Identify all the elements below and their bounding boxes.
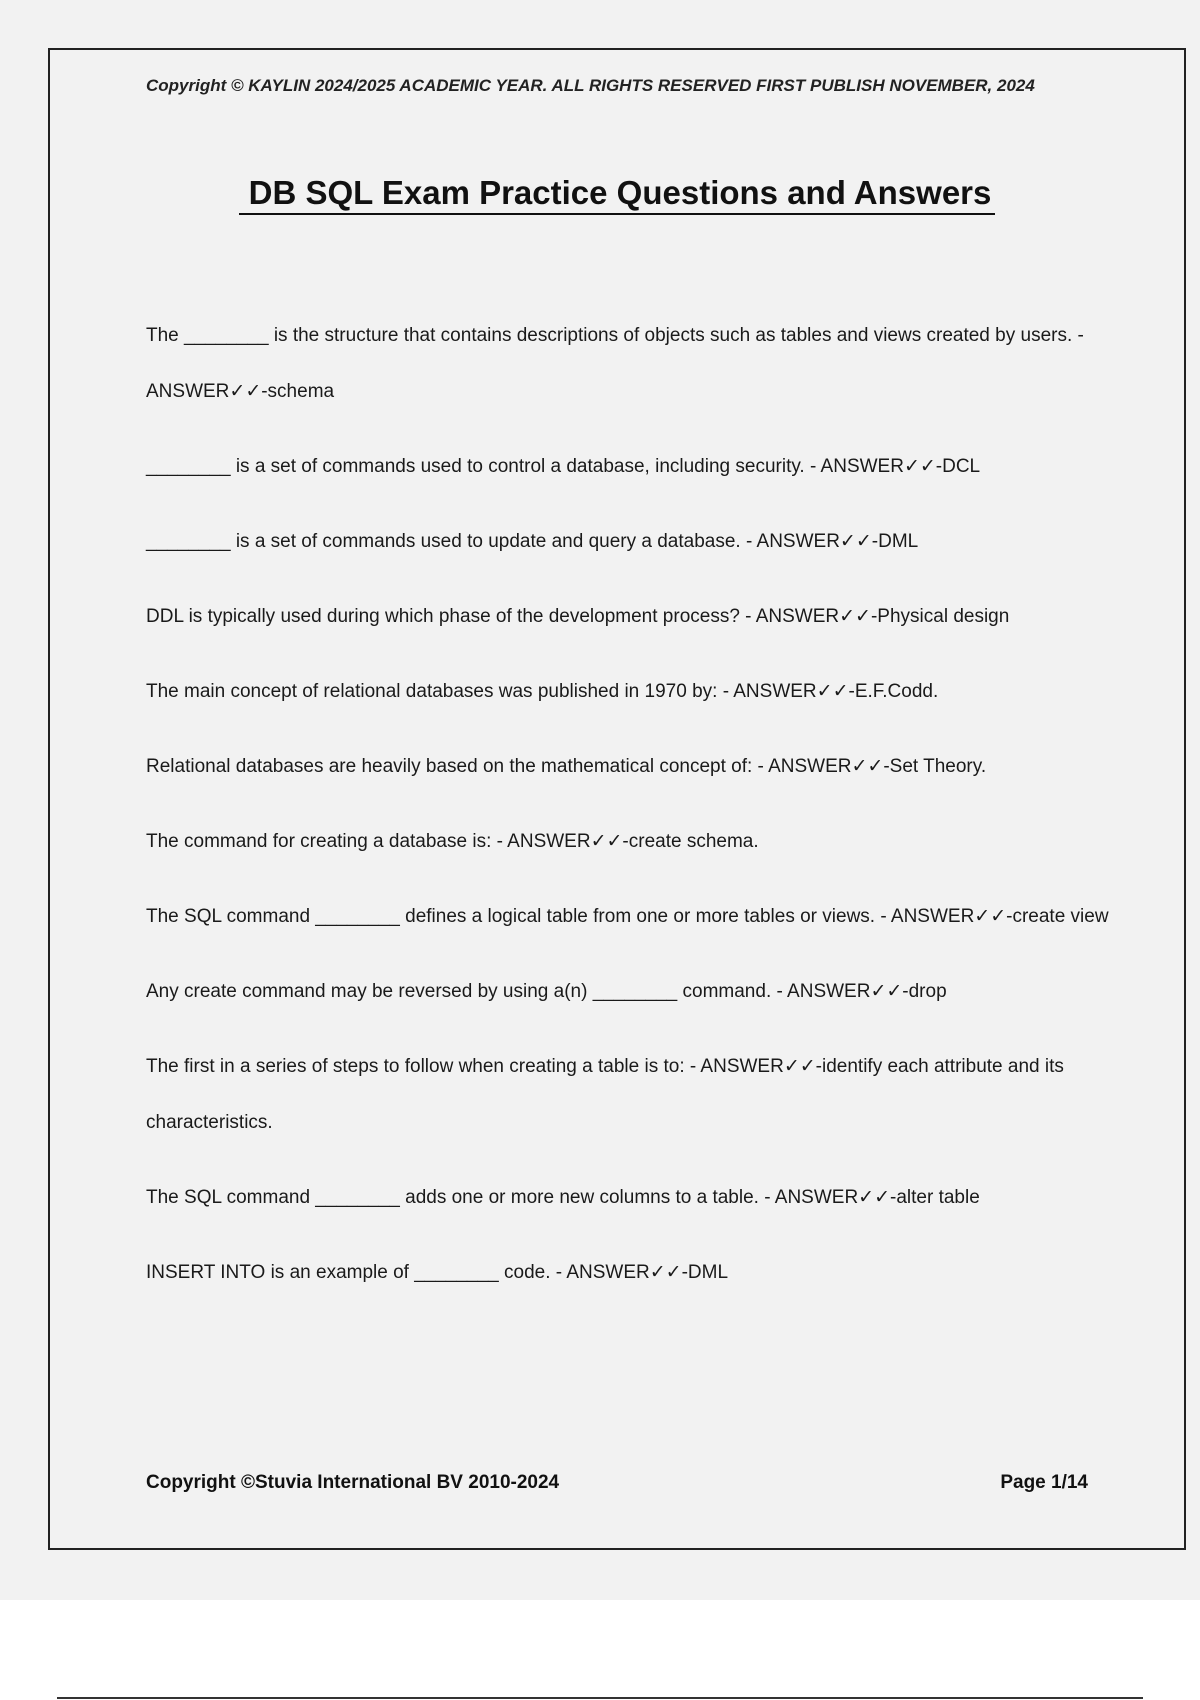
qa-item: ________ is a set of commands used to control a database, including security. - ANSWER✓✓-DCL <box>146 456 981 477</box>
footer-copyright: Copyright ©Stuvia International BV 2010-2024 <box>146 1472 560 1493</box>
qa-item: The SQL command ________ defines a logical table from one or more tables or views. - ANSWER✓✓-create view <box>146 906 1109 927</box>
qa-item: The SQL command ________ adds one or more new columns to a table. - ANSWER✓✓-alter table <box>146 1187 980 1208</box>
document-title-text: DB SQL Exam Practice Questions and Answers <box>239 175 996 215</box>
page-number: Page 1/14 <box>1000 1472 1088 1493</box>
document-title <box>50 174 1184 215</box>
qa-item: The command for creating a database is: - ANSWER✓✓-create schema. <box>146 831 759 852</box>
document-page <box>48 48 1186 1550</box>
qa-item: ________ is a set of commands used to update and query a database. - ANSWER✓✓-DML <box>146 531 919 552</box>
qa-item: Relational databases are heavily based on the mathematical concept of: - ANSWER✓✓-Set Theory. <box>146 756 987 777</box>
qa-item: Any create command may be reversed by using a(n) ________ command. - ANSWER✓✓-drop <box>146 981 947 1002</box>
next-page-area <box>0 1600 1200 1700</box>
qa-item: The ________ is the structure that contains descriptions of objects such as tables and views created by users. - ANSWER✓✓-schema <box>146 325 1084 402</box>
qa-item: DDL is typically used during which phase of the development process? - ANSWER✓✓-Physical design <box>146 606 1010 627</box>
qa-item: The first in a series of steps to follow when creating a table is to: - ANSWER✓✓-identify each attribute and its characteristics. <box>146 1056 1064 1133</box>
next-page-divider <box>57 1697 1143 1699</box>
header-copyright: Copyright © KAYLIN 2024/2025 ACADEMIC YEAR. ALL RIGHTS RESERVED FIRST PUBLISH NOVEMBER, 2024 <box>146 76 1035 95</box>
qa-item: INSERT INTO is an example of ________ code. - ANSWER✓✓-DML <box>146 1262 729 1283</box>
qa-item: The main concept of relational databases was published in 1970 by: - ANSWER✓✓-E.F.Codd. <box>146 681 939 702</box>
qa-list <box>146 308 1136 1320</box>
